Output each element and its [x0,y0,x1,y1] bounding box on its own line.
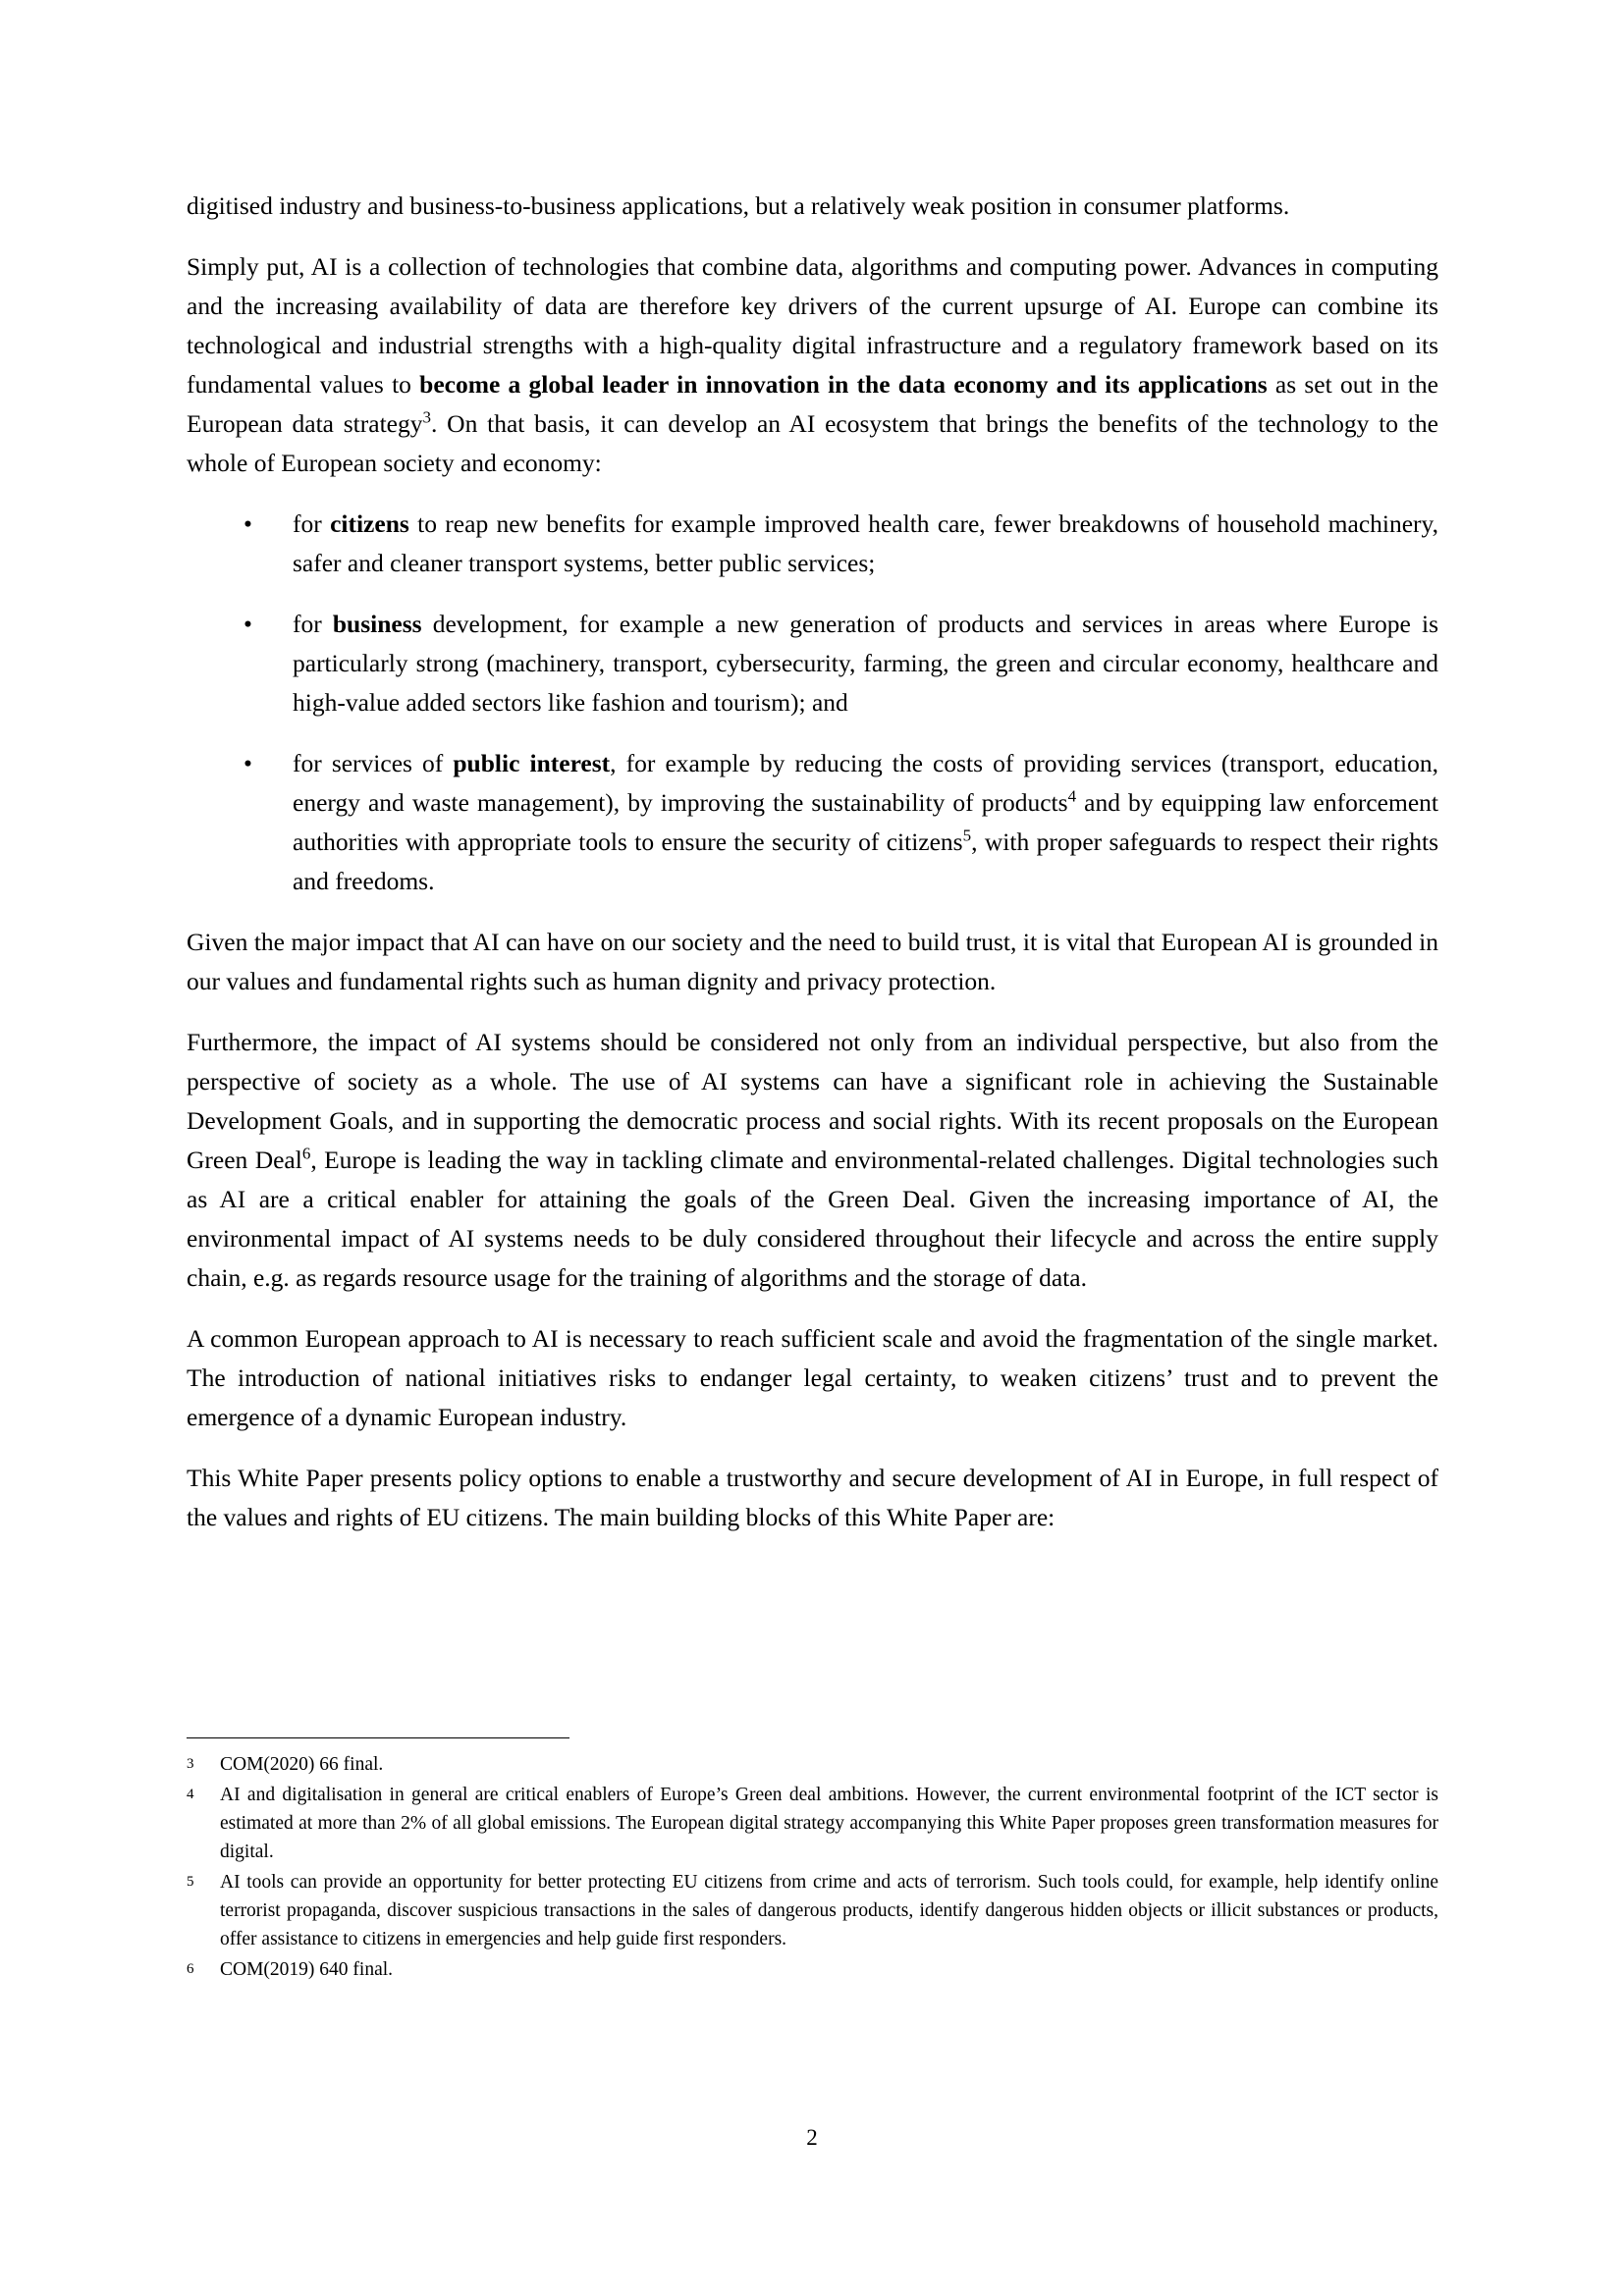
footnote-3 [187,1750,1438,1779]
footnote-ref-6: 6 [301,1144,311,1163]
footnote-ref-5: 5 [962,826,972,845]
footnote-4 [187,1781,1438,1866]
footnote-ref-4: 4 [1067,786,1077,806]
footnote-number: 5 [187,1874,194,1890]
list-item-citizens [187,505,1438,583]
benefits-list [187,505,1438,901]
paragraph-sustainability [187,1023,1438,1298]
paragraph-trust: Given the major impact that AI can have on our society and the need to build trust, it is vital that European AI is grounded in our values and fundamental rights such as human dignity and privacy protection. [187,928,1438,995]
bullet-icon: • [244,749,252,777]
list-item-text-part: for [293,509,331,538]
paragraph-common-approach: A common European approach to AI is necessary to reach sufficient scale and avoid the fragmentation of the single market. The introduction of national initiatives risks to endanger legal certainty, to weaken citizens’ trust and to prevent the emergence of a dynamic European industry. [187,1324,1438,1431]
footnote-separator [187,1737,569,1738]
list-item-business [187,605,1438,722]
footnote-text: AI and digitalisation in general are critical enablers of Europe’s Green deal ambitions. However, the current environmental footprint of the ICT sector is estimated at more than 2% of all global emissions. The European digital strategy accompanying this White Paper proposes green transformation measures for digital. [220,1785,1438,1862]
page-content [187,187,1438,1559]
bullet-icon: • [244,610,252,638]
emphasis-public-interest: public interest [453,749,611,777]
list-item-text-part: , for example by reducing the costs of providing services (transport, education, energy and waste management), by improving the sustainability of products [293,749,1439,817]
footnote-5 [187,1868,1438,1953]
paragraph-ai-definition [187,247,1438,483]
list-item-text-part: , with proper safeguards to respect their rights and freedoms. [293,828,1438,895]
paragraph-white-paper-intro: This White Paper presents policy options to enable a trustworthy and secure development of AI in Europe, in full respect of the values and rights of EU citizens. The main building blocks of this White Paper are: [187,1464,1438,1531]
list-item-text-part: development, for example a new generation of products and services in areas where Europe is particularly strong (machinery, transport, cybersecurity, farming, the green and circular economy, healthcare and high-value added sectors like fashion and tourism); and [293,610,1438,717]
emphasis-business: business [332,610,422,638]
footnote-6 [187,1955,1438,1984]
footnote-ref-3: 3 [422,407,431,427]
footnote-text: AI tools can provide an opportunity for better protecting EU citizens from crime and acts of terrorism. Such tools could, for example, help identify online terrorist propaganda, discover suspicious transactions in the sales of dangerous products, identify dangerous hidden objects or illicit substances or products, offer assistance to citizens in emergencies and help guide first responders. [220,1872,1438,1949]
footnote-number: 3 [187,1756,194,1772]
paragraph-text-part: , Europe is leading the way in tackling climate and environmental-related challenges. Digital technologies such as AI are a critical enabler for attaining the goals of the Green Deal. Given the increasing importance of AI, the environmental impact of AI systems needs to be duly considered throughout their lifecycle and across the entire supply chain, e.g. as regards resource usage for the training of algorithms and the storage of data. [187,1146,1438,1292]
paragraph-text-part: Simply put, AI is a collection of technologies that combine data, algorithms and computing power. Advances in computing and the increasing availability of data are therefore key drivers of the current upsurge of AI. Europe can combine its technological and industrial strengths with a high-quality digital infrastructure and a regulatory framework based on its fundamental values to [187,252,1438,399]
list-item-text-part: for services of [293,749,454,777]
footnote-text: COM(2019) 640 final. [220,1959,394,1980]
list-item-public-interest [187,744,1438,901]
page-number: 2 [806,2125,818,2150]
list-item-text-part: for [293,610,333,638]
footnote-text: COM(2020) 66 final. [220,1754,384,1775]
list-item-text-part: to reap new benefits for example improved health care, fewer breakdowns of household machinery, safer and cleaner transport systems, better public services; [293,509,1438,577]
list-item-text-part: and by equipping law enforcement authorities with appropriate tools to ensure the security of citizens [293,788,1438,856]
paragraph-text-part: as set out in the European data strategy [187,370,1438,438]
footnote-number: 4 [187,1787,194,1802]
bullet-icon: • [244,509,252,538]
paragraph-continuation: digitised industry and business-to-business applications, but a relatively weak position in consumer platforms. [187,191,1290,220]
paragraph-text-part: . On that basis, it can develop an AI ecosystem that brings the benefits of the technology to the whole of European society and economy: [187,409,1438,477]
footnotes-section [187,1737,1438,1986]
emphasis-citizens: citizens [330,509,409,538]
footnote-number: 6 [187,1961,194,1977]
paragraph-text-part: Furthermore, the impact of AI systems should be considered not only from an individual perspective, but also from the perspective of society as a whole. The use of AI systems can have a significant role in achieving the Sustainable Development Goals, and in supporting the democratic process and social rights. With its recent proposals on the European Green Deal [187,1028,1438,1174]
emphasis-global-leader: become a global leader in innovation in the data economy and its applications [419,370,1268,399]
